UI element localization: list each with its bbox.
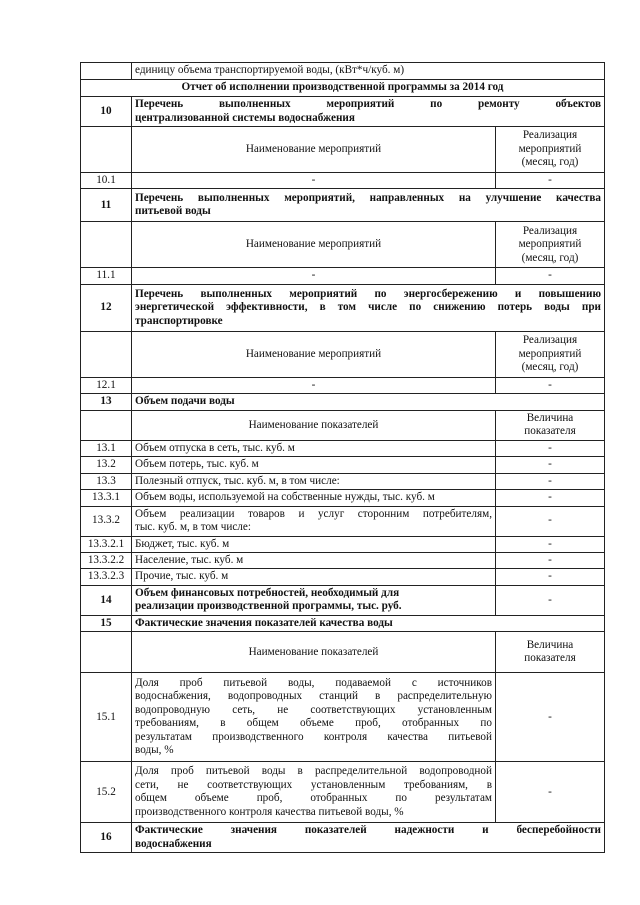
section-title: Объем подачи воды xyxy=(132,394,605,410)
section-number: 13 xyxy=(81,394,132,410)
section-14-header: 14 Объем финансовых потребностей, необходимый для реализации производственной программы, тыс. руб. - xyxy=(81,585,605,615)
table-row: 13.3 Полезный отпуск, тыс. куб. м, в том числе: - xyxy=(81,473,605,489)
column-header-name: Наименование мероприятий xyxy=(132,331,496,377)
report-table xyxy=(80,62,605,853)
column-header-impl: Реализация мероприятий (месяц, год) xyxy=(496,331,605,377)
section-title: Перечень выполненных мероприятий по энергосбережению и повышению энергетической эффективности, в том числе по снижению потерь воды при транспортировке xyxy=(132,284,605,331)
column-header-row xyxy=(81,127,605,173)
section-number: 15 xyxy=(81,615,132,631)
table-row: 15.1 Доля проб питьевой воды, подаваемой с источников водоснабжения, водопроводных станций в распределительную водопроводную сеть, не соответствующих установленным требованиям, в общем объеме проб, отобранных по результатам производственного контроля качества питьевой воды, % - xyxy=(81,673,605,762)
table-row: 13.3.2.3 Прочие, тыс. куб. м - xyxy=(81,569,605,585)
column-header-row xyxy=(81,410,605,440)
table-row: 10.1 - - xyxy=(81,173,605,189)
table-row: 13.2 Объем потерь, тыс. куб. м - xyxy=(81,457,605,473)
column-header-impl: Реализация мероприятий (месяц, год) xyxy=(496,127,605,173)
table-row: 13.3.1 Объем воды, используемой на собственные нужды, тыс. куб. м - xyxy=(81,490,605,506)
header-line: единицу объема транспортируемой воды, (кВт*ч/куб. м) xyxy=(132,63,605,80)
section-number: 11 xyxy=(81,189,132,222)
section-title: Объем финансовых потребностей, необходимый для реализации производственной программы, тыс. руб. xyxy=(132,585,496,615)
table-row: 13.3.2.2 Население, тыс. куб. м - xyxy=(81,552,605,568)
table-row: 12.1 - - xyxy=(81,377,605,393)
table-row: 13.3.2 Объем реализации товаров и услуг сторонним потребителям, тыс. куб. м, в том числе: - xyxy=(81,506,605,536)
table-row: 11.1 - - xyxy=(81,268,605,284)
column-header-name: Наименование показателей xyxy=(132,632,496,673)
section-title: Перечень выполненных мероприятий по ремонту объектов централизованной системы водоснабжения xyxy=(132,97,605,127)
column-header-value: Величина показателя xyxy=(496,410,605,440)
column-header-row xyxy=(81,632,605,673)
section-11-header xyxy=(81,189,605,222)
section-13-header xyxy=(81,394,605,410)
column-header-name: Наименование мероприятий xyxy=(132,222,496,268)
section-10-header xyxy=(81,97,605,127)
table-row xyxy=(81,63,605,80)
section-title: Фактические значения показателей надежности и бесперебойности водоснабжения xyxy=(132,823,605,853)
column-header-name: Наименование показателей xyxy=(132,410,496,440)
section-number: 14 xyxy=(81,585,132,615)
section-12-header xyxy=(81,284,605,331)
table-row xyxy=(81,80,605,97)
column-header-row xyxy=(81,222,605,268)
section-number: 16 xyxy=(81,823,132,853)
column-header-name: Наименование мероприятий xyxy=(132,127,496,173)
section-number: 12 xyxy=(81,284,132,331)
table-row: 15.2 Доля проб питьевой воды в распределительной водопроводной сети, не соответствующих установленным требованиям, в общем объеме проб, отобранных по результатам производственного контроля качества питьевой воды, % - xyxy=(81,762,605,823)
table-row: 13.3.2.1 Бюджет, тыс. куб. м - xyxy=(81,536,605,552)
section-number: 10 xyxy=(81,97,132,127)
column-header-row xyxy=(81,331,605,377)
table-row: 13.1 Объем отпуска в сеть, тыс. куб. м - xyxy=(81,440,605,456)
section-title: Фактические значения показателей качества воды xyxy=(132,615,605,631)
column-header-value: Величина показателя xyxy=(496,632,605,673)
section-15-header xyxy=(81,615,605,631)
column-header-impl: Реализация мероприятий (месяц, год) xyxy=(496,222,605,268)
section-16-header xyxy=(81,823,605,853)
report-title: Отчет об исполнении производственной программы за 2014 год xyxy=(81,80,605,97)
section-title: Перечень выполненных мероприятий, направленных на улучшение качества питьевой воды xyxy=(132,189,605,222)
